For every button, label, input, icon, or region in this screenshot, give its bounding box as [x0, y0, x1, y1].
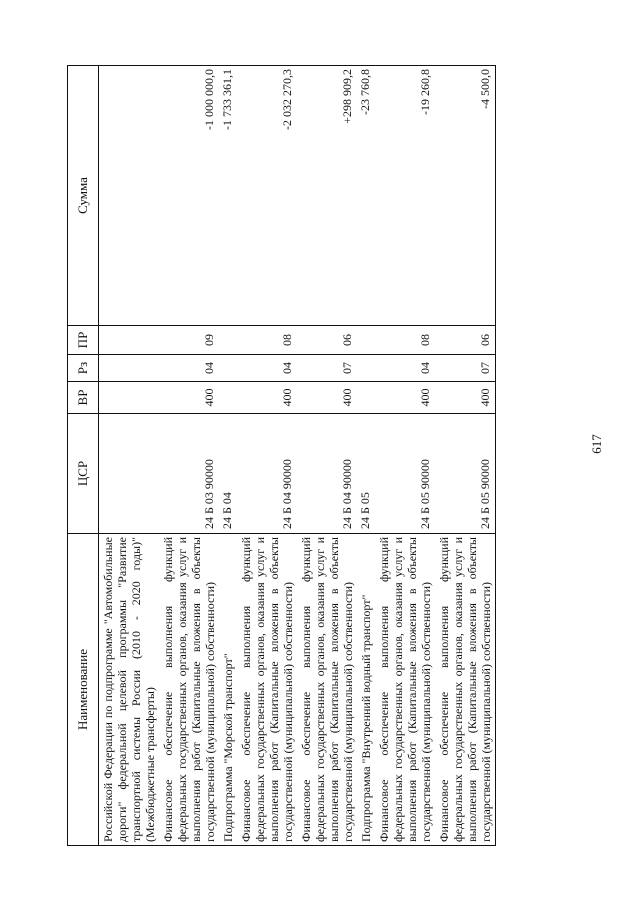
row-sum: -23 760,8	[357, 66, 375, 326]
row-csr: 24 Б 04 90000	[237, 414, 297, 534]
table-row	[357, 66, 375, 846]
row-sum: -4 500,0	[435, 66, 496, 326]
row-csr: 24 Б 05	[357, 414, 375, 534]
row-vr: 400	[297, 382, 357, 414]
row-rz: 07	[297, 355, 357, 382]
budget-table	[67, 65, 496, 846]
header-pr: ПР	[68, 326, 99, 355]
row-pr: 09	[159, 326, 219, 355]
table-header-row	[68, 66, 99, 846]
row-sum	[99, 66, 160, 326]
table-row	[159, 66, 219, 846]
row-pr	[99, 326, 160, 355]
row-vr: 400	[159, 382, 219, 414]
row-name: Российской Федерации по подпрограмме "Автомобильные дороги" федеральной целевой программы "Развитие транспортной системы России (2010 - 2020 годы)" (Межбюджетные трансферты)	[99, 534, 160, 846]
row-name: Финансовое обеспечение выполнения функций федеральных государственных органов, оказания услуг и выполнения работ (Капитальные вложения в объекты государственной (муниципальной) собственности)	[159, 534, 219, 846]
row-rz: 04	[159, 355, 219, 382]
table-row	[375, 66, 435, 846]
table-row	[297, 66, 357, 846]
row-sum: -1 733 361,1	[219, 66, 237, 326]
rotated-page-content	[67, 66, 573, 846]
row-pr: 08	[375, 326, 435, 355]
table-row	[99, 66, 160, 846]
row-sum: -1 000 000,0	[159, 66, 219, 326]
row-rz: 04	[237, 355, 297, 382]
row-vr	[219, 382, 237, 414]
row-rz: 07	[435, 355, 496, 382]
row-vr	[99, 382, 160, 414]
row-csr: 24 Б 04	[219, 414, 237, 534]
header-sum: Сумма	[68, 66, 99, 326]
row-name: Финансовое обеспечение выполнения функций федеральных государственных органов, оказания услуг и выполнения работ (Капитальные вложения в объекты государственной (муниципальной) собственности)	[237, 534, 297, 846]
row-pr	[219, 326, 237, 355]
row-name: Подпрограмма "Морской транспорт"	[219, 534, 237, 846]
header-rz: Рз	[68, 355, 99, 382]
table-row	[219, 66, 237, 846]
row-name: Финансовое обеспечение выполнения функций федеральных государственных органов, оказания услуг и выполнения работ (Капитальные вложения в объекты государственной (муниципальной) собственности)	[375, 534, 435, 846]
row-sum: +298 909,2	[297, 66, 357, 326]
row-rz	[357, 355, 375, 382]
row-name: Подпрограмма "Внутренний водный транспорт"	[357, 534, 375, 846]
row-vr: 400	[237, 382, 297, 414]
row-csr: 24 Б 05 90000	[375, 414, 435, 534]
row-rz	[219, 355, 237, 382]
row-csr: 24 Б 04 90000	[297, 414, 357, 534]
row-pr: 06	[435, 326, 496, 355]
header-name: Наименование	[68, 534, 99, 846]
page-number: 617	[589, 434, 604, 454]
row-rz	[99, 355, 160, 382]
row-csr: 24 Б 03 90000	[159, 414, 219, 534]
row-rz: 04	[375, 355, 435, 382]
row-name: Финансовое обеспечение выполнения функций федеральных государственных органов, оказания услуг и выполнения работ (Капитальные вложения в объекты государственной (муниципальной) собственности)	[435, 534, 496, 846]
row-pr: 06	[297, 326, 357, 355]
row-csr: 24 Б 05 90000	[435, 414, 496, 534]
header-csr: ЦСР	[68, 414, 99, 534]
row-vr: 400	[375, 382, 435, 414]
row-vr: 400	[435, 382, 496, 414]
row-pr: 08	[237, 326, 297, 355]
row-pr	[357, 326, 375, 355]
row-sum: -19 260,8	[375, 66, 435, 326]
row-csr	[99, 414, 160, 534]
header-vr: ВР	[68, 382, 99, 414]
row-vr	[357, 382, 375, 414]
table-row	[237, 66, 297, 846]
row-sum: -2 032 270,3	[237, 66, 297, 326]
table-row	[435, 66, 496, 846]
row-name: Финансовое обеспечение выполнения функций федеральных государственных органов, оказания услуг и выполнения работ (Капитальные вложения в объекты государственной (муниципальной) собственности)	[297, 534, 357, 846]
